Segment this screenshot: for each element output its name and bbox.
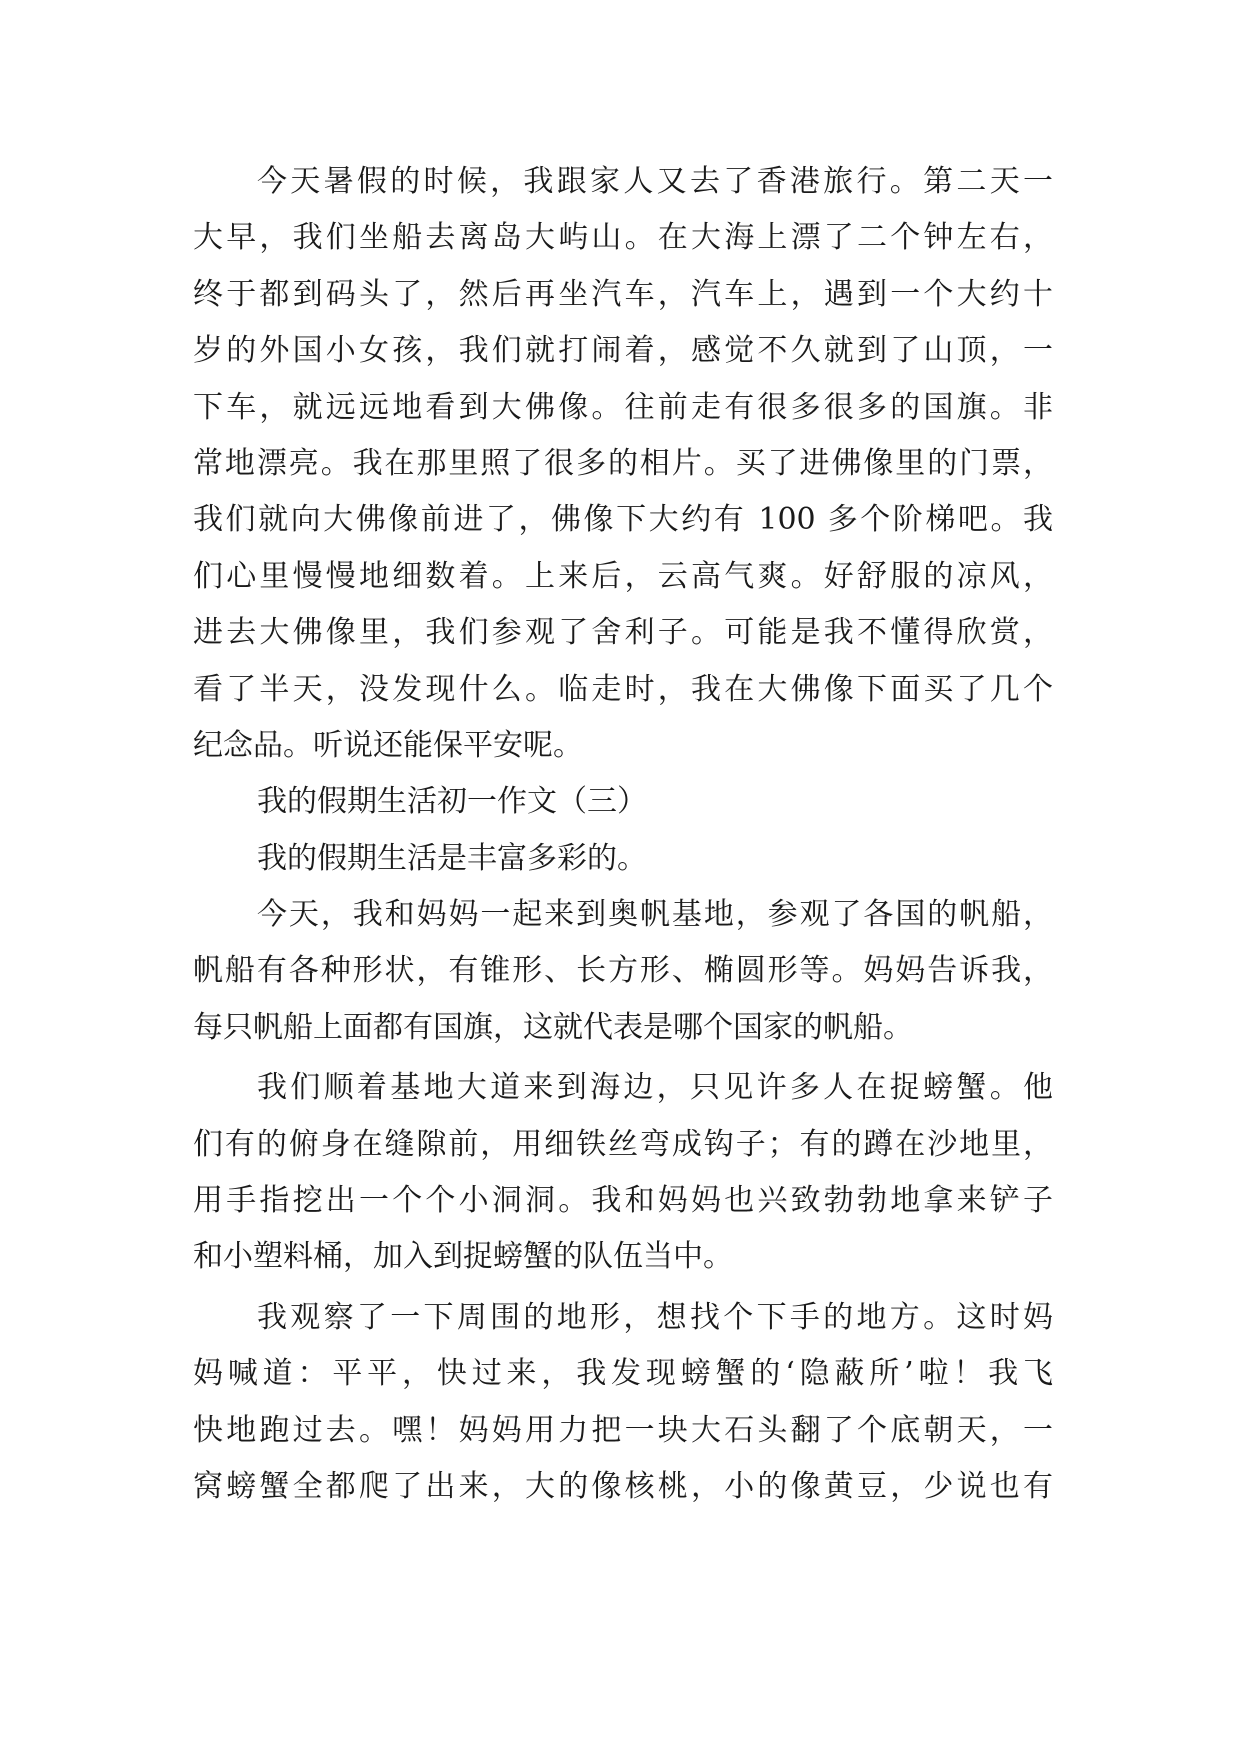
paragraph [193,1060,1053,1286]
text-line: 今天，我和妈妈一起来到奥帆基地，参观了各国的帆船， [257,897,1053,933]
text-line: 每只帆船上面都有国旗，这就代表是哪个国家的帆船。 [193,1009,913,1045]
text-line: 妈喊道：平平，快过来，我发现螃蟹的‘隐蔽所’啦！我飞 [193,1356,1053,1392]
text-line: 帆船有各种形状，有锥形、长方形、椭圆形等。妈妈告诉我， [193,953,1053,989]
paragraph [193,1290,1053,1516]
text-line: 我们就向大佛像前进了，佛像下大约有 100 多个阶梯吧。我 [193,502,1053,538]
section-heading [193,774,1053,830]
text-line: 终于都到码头了，然后再坐汽车，汽车上，遇到一个大约十 [193,276,1053,312]
text-line: 常地漂亮。我在那里照了很多的相片。买了进佛像里的门票， [193,445,1053,481]
text-line: 快地跑过去。嘿！妈妈用力把一块大石头翻了个底朝天，一 [193,1412,1053,1448]
document-body [193,154,1053,1515]
paragraph [193,831,1053,887]
paragraph [193,154,1053,774]
text-line: 们心里慢慢地细数着。上来后，云高气爽。好舒服的凉风， [193,558,1053,594]
text-line: 今天暑假的时候，我跟家人又去了香港旅行。第二天一 [257,164,1053,199]
paragraph [193,887,1053,1056]
text-line: 我们顺着基地大道来到海边，只见许多人在捉螃蟹。他 [257,1070,1053,1106]
text-line: 大早，我们坐船去离岛大屿山。在大海上漂了二个钟左右， [193,220,1053,256]
text-line: 下车，就远远地看到大佛像。往前走有很多很多的国旗。非 [193,389,1053,425]
text-line: 纪念品。听说还能保平安呢。 [193,727,583,763]
text-line: 用手指挖出一个个小洞洞。我和妈妈也兴致勃勃地拿来铲子 [193,1183,1053,1219]
text-line: 进去大佛像里，我们参观了舍利子。可能是我不懂得欣赏， [193,615,1053,651]
heading-text: 我的假期生活初一作文（三） [257,784,647,820]
text-line: 看了半天，没发现什么。临走时，我在大佛像下面买了几个 [193,671,1053,707]
text-line: 窝螃蟹全都爬了出来，大的像核桃，小的像黄豆，少说也有 [193,1468,1053,1504]
text-line: 和小塑料桶，加入到捉螃蟹的队伍当中。 [193,1239,733,1275]
text-line: 我的假期生活是丰富多彩的。 [257,840,647,876]
text-line: 们有的俯身在缝隙前，用细铁丝弯成钩子；有的蹲在沙地里， [193,1126,1053,1162]
text-line: 我观察了一下周围的地形，想找个下手的地方。这时妈 [257,1299,1053,1335]
text-line: 岁的外国小女孩，我们就打闹着，感觉不久就到了山顶，一 [193,333,1053,369]
